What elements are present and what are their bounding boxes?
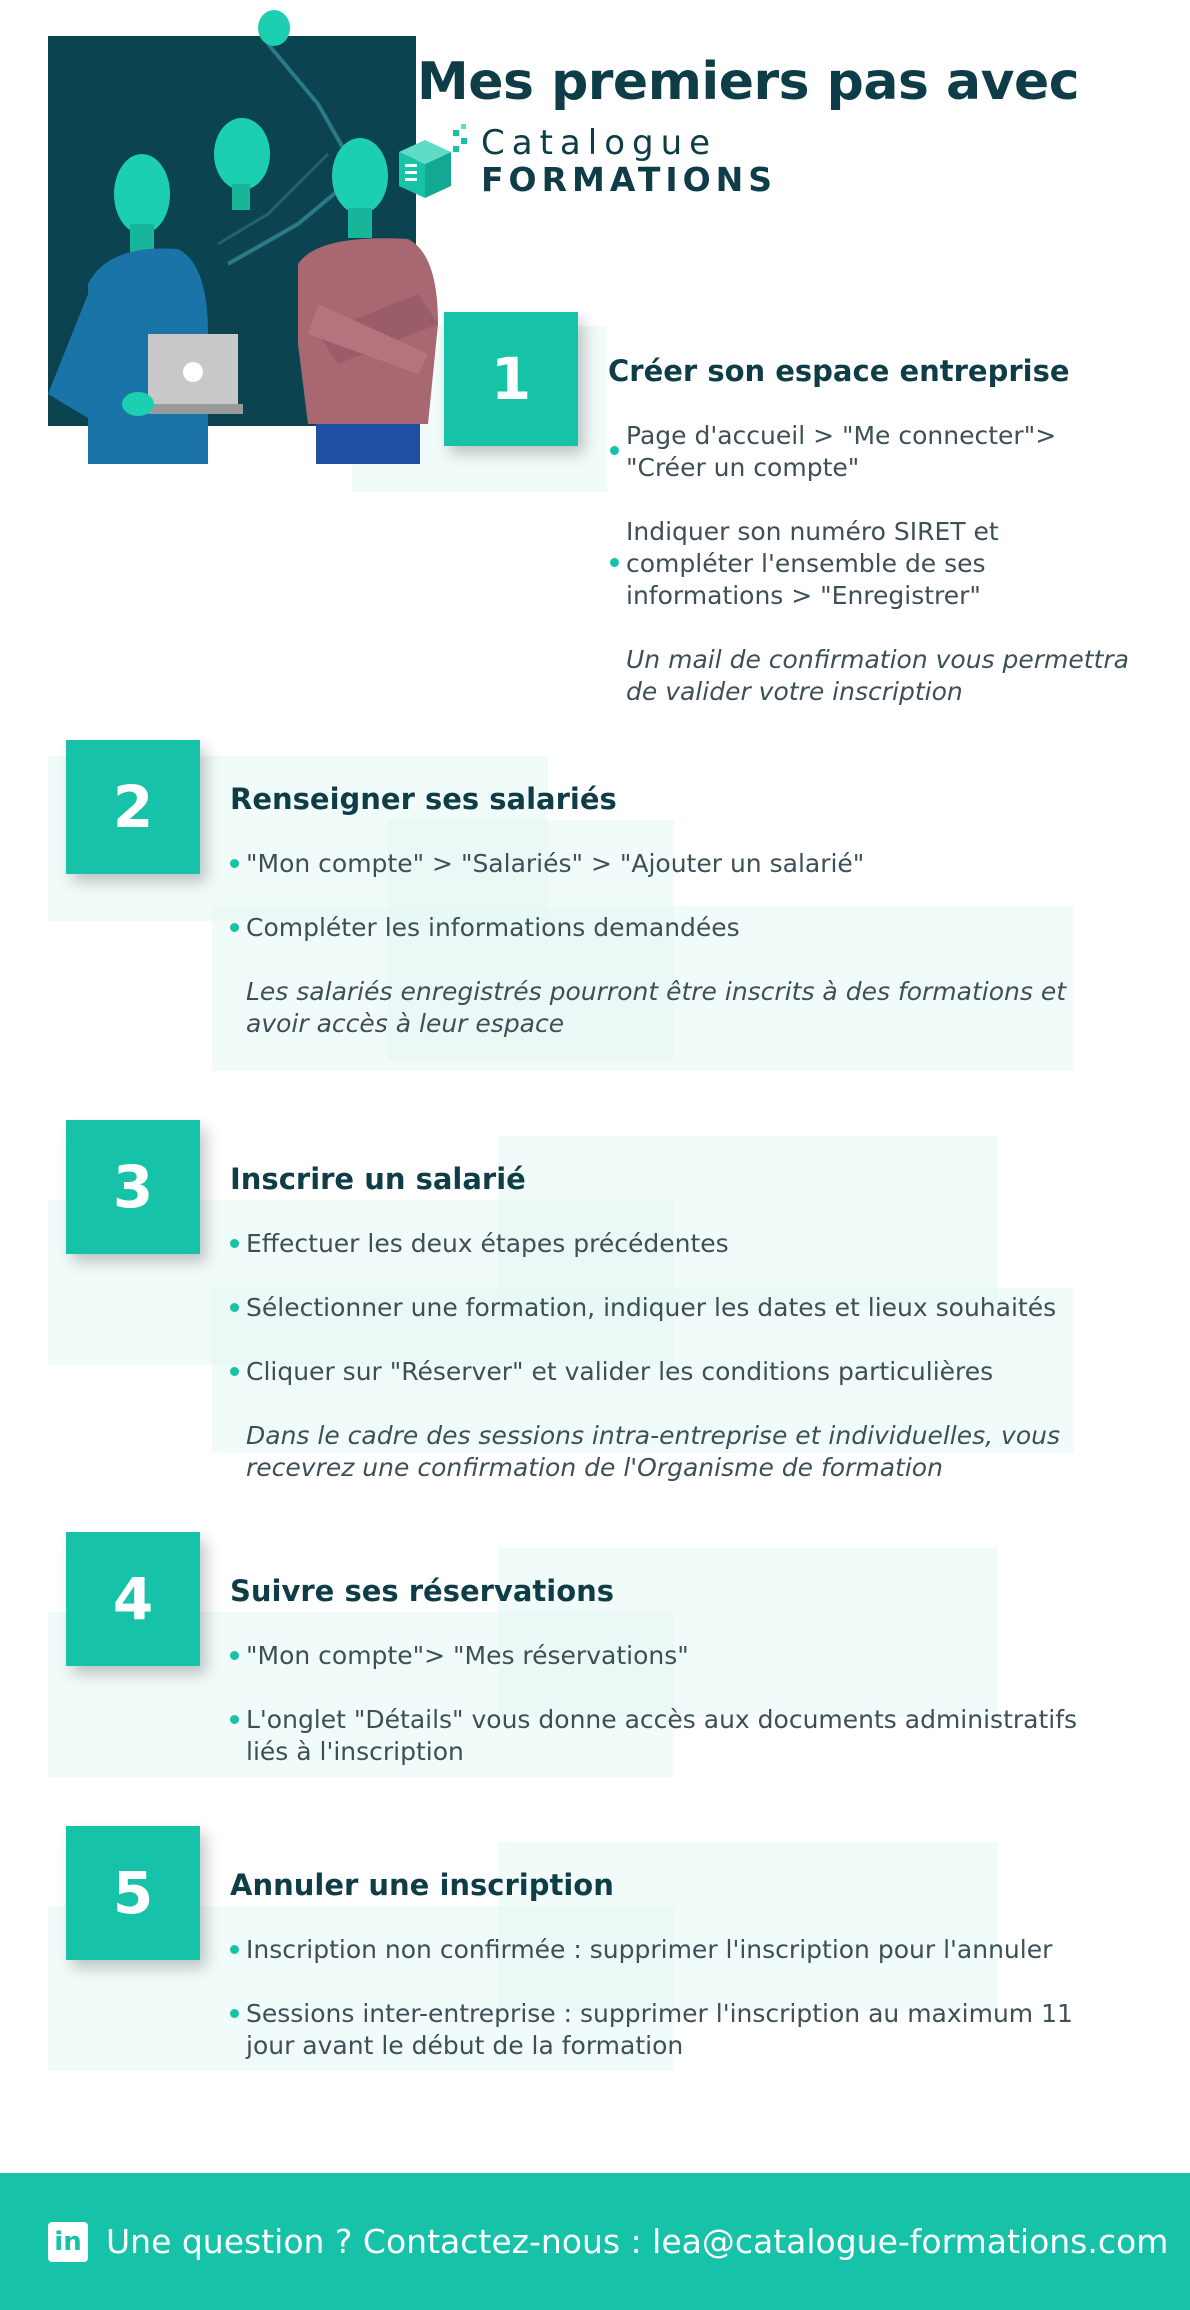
- step-item: [246, 1356, 1126, 1388]
- bullet-icon: [610, 446, 619, 455]
- step-item-text: Compléter les informations demandées: [246, 913, 740, 942]
- step-item-text: L'onglet "Détails" vous donne accès aux documents administratifs liés à l'inscription: [246, 1705, 1078, 1766]
- footer-contact-bar: [0, 2173, 1190, 2310]
- step-title: Créer son espace entreprise: [608, 354, 1070, 388]
- logo-icon: [395, 124, 471, 200]
- step-item: [246, 1998, 1126, 2062]
- bullet-icon: [230, 923, 239, 932]
- step-item-text: Sélectionner une formation, indiquer les dates et lieux souhaités: [246, 1293, 1057, 1322]
- step-item-text: Indiquer son numéro SIRET et compléter l'ensemble de ses informations > "Enregistrer": [626, 517, 999, 610]
- step-item: [626, 420, 1106, 484]
- step-item: [246, 1228, 1126, 1260]
- step-note: Les salariés enregistrés pourront être inscrits à des formations et avoir accès à leur espace: [246, 977, 1067, 1038]
- step-number: 1: [444, 312, 578, 446]
- step-number: 4: [66, 1532, 200, 1666]
- step-item-text: "Mon compte"> "Mes réservations": [246, 1641, 689, 1670]
- bullet-icon: [230, 1303, 239, 1312]
- step-title: Inscrire un salarié: [230, 1162, 526, 1196]
- step-item-text: Sessions inter-entreprise : supprimer l'inscription au maximum 11 jour avant le début de la formation: [246, 1999, 1073, 2060]
- page-title: Mes premiers pas avec: [417, 52, 1080, 112]
- step-item: [246, 1292, 1146, 1324]
- step-item-text: Inscription non confirmée : supprimer l'inscription pour l'annuler: [246, 1935, 1053, 1964]
- step-number: 5: [66, 1826, 200, 1960]
- step-item: [246, 912, 1126, 944]
- bullet-icon: [230, 1715, 239, 1724]
- hero-illustration: [48, 36, 416, 426]
- bullet-icon: [230, 2009, 239, 2018]
- step-number: 3: [66, 1120, 200, 1254]
- step-number: 2: [66, 740, 200, 874]
- step-item-text: Page d'accueil > "Me connecter"> "Créer un compte": [626, 421, 1057, 482]
- bullet-icon: [230, 1651, 239, 1660]
- step-title: Renseigner ses salariés: [230, 782, 617, 816]
- step-title: Annuler une inscription: [230, 1868, 614, 1902]
- step-item: [246, 1704, 1126, 1768]
- step-note: Dans le cadre des sessions intra-entreprise et individuelles, vous recevrez une confirmation de l'Organisme de formation: [246, 1421, 1061, 1482]
- step-item: [246, 1640, 1126, 1672]
- step-title: Suivre ses réservations: [230, 1574, 615, 1608]
- step-item-text: Effectuer les deux étapes précédentes: [246, 1229, 729, 1258]
- step-item: [246, 1934, 1146, 1966]
- linkedin-icon[interactable]: in: [48, 2222, 88, 2262]
- step-item: [626, 516, 1106, 612]
- bullet-icon: [610, 558, 619, 567]
- step-item: [246, 848, 1126, 880]
- logo-text-formations: FORMATIONS: [481, 160, 778, 199]
- bullet-icon: [230, 1367, 239, 1376]
- logo-text-catalogue: Catalogue: [481, 123, 718, 163]
- bullet-icon: [230, 859, 239, 868]
- bullet-icon: [230, 1239, 239, 1248]
- bullet-icon: [230, 1945, 239, 1954]
- step-note: Un mail de confirmation vous permettra de valider votre inscription: [626, 645, 1129, 706]
- step-item-text: Cliquer sur "Réserver" et valider les conditions particulières: [246, 1357, 994, 1386]
- catalogue-formations-logo: [395, 124, 777, 200]
- step-item-text: "Mon compte" > "Salariés" > "Ajouter un salarié": [246, 849, 865, 878]
- footer-contact-text[interactable]: Une question ? Contactez-nous : lea@catalogue-formations.com: [106, 2222, 1169, 2261]
